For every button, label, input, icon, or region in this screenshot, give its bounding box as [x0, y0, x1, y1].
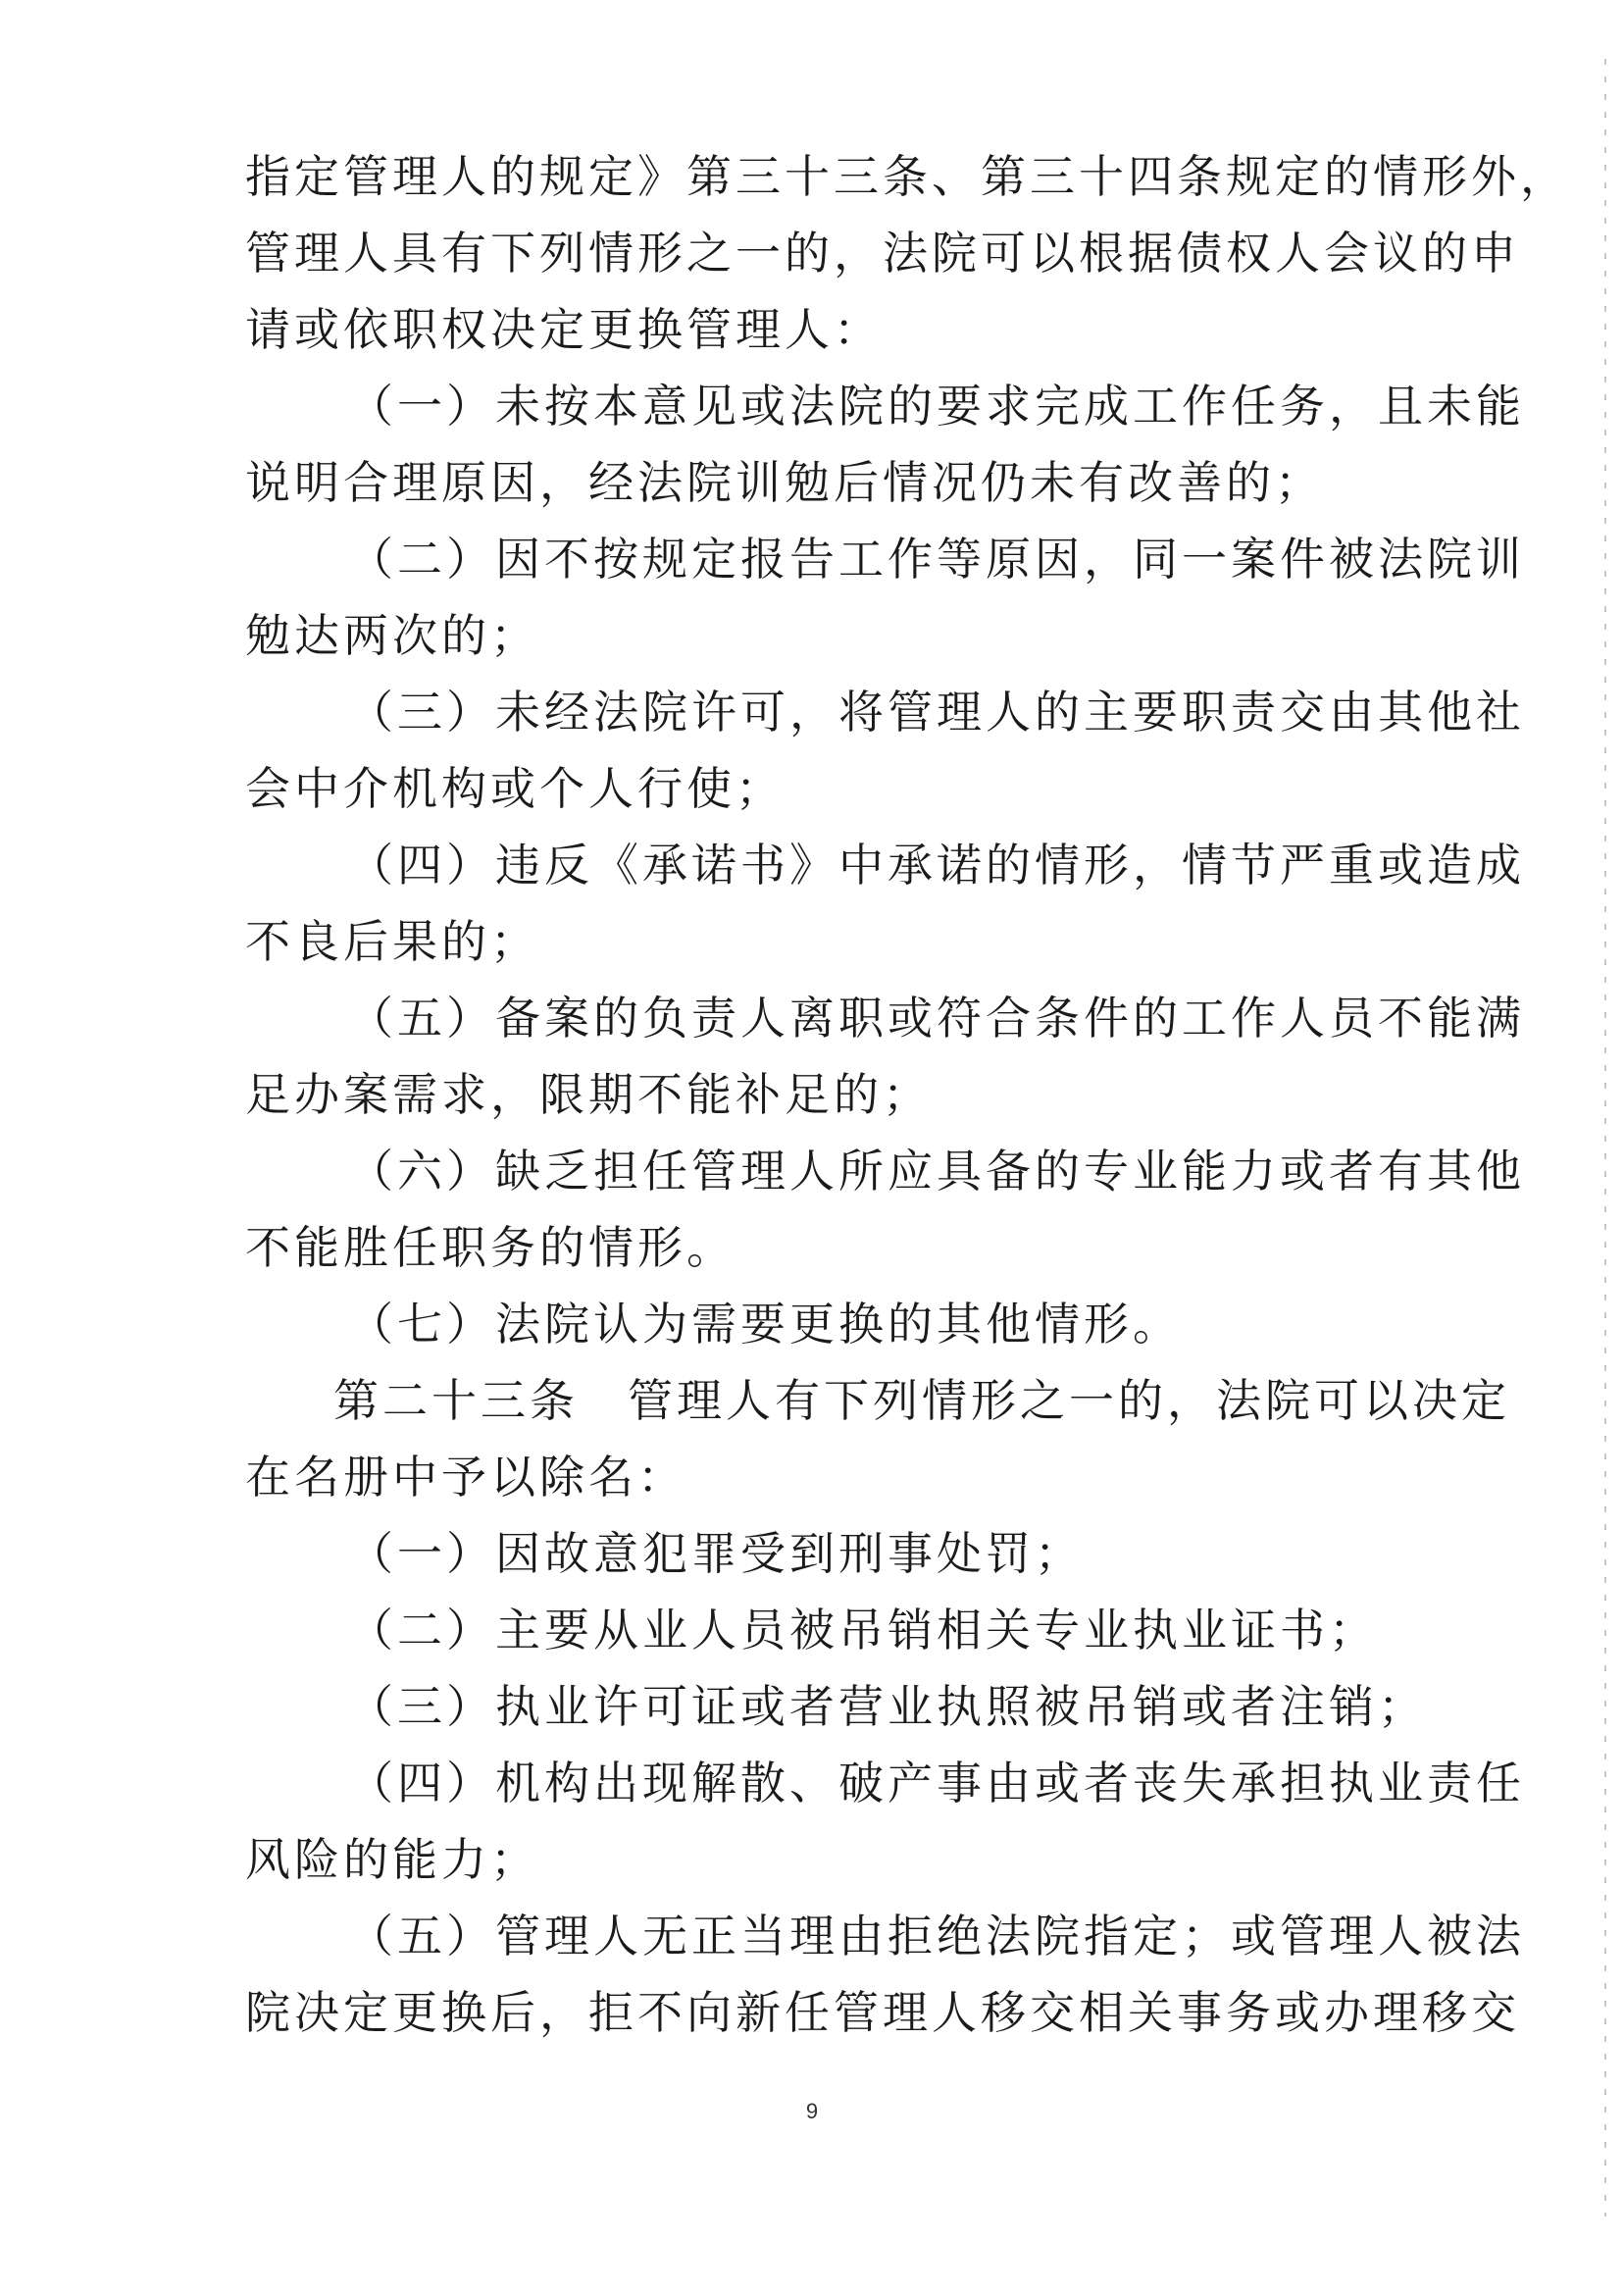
text-line: 会中介机构或个人行使； — [245, 762, 785, 815]
text-line: （一）因故意犯罪受到刑事处罚； — [348, 1527, 1084, 1580]
text-line: （四）违反《承诺书》中承诺的情形，情节严重或造成 — [348, 839, 1525, 892]
text-line: （五）备案的负责人离职或符合条件的工作人员不能满 — [348, 992, 1525, 1045]
text-line: （七）法院认为需要更换的其他情形。 — [348, 1298, 1182, 1350]
text-line: 指定管理人的规定》第三十三条、第三十四条规定的情形外， — [245, 150, 1569, 203]
text-line: 管理人具有下列情形之一的，法院可以根据债权人会议的申 — [245, 227, 1520, 280]
text-line: 足办案需求，限期不能补足的； — [245, 1068, 932, 1121]
text-line: 院决定更换后，拒不向新任管理人移交相关事务或办理移交 — [245, 1986, 1520, 2039]
text-line: （三）执业许可证或者营业执照被吊销或者注销； — [348, 1680, 1427, 1733]
text-line: 风险的能力； — [245, 1833, 539, 1886]
text-line: （一）未按本意见或法院的要求完成工作任务，且未能 — [348, 380, 1525, 433]
text-line: （六）缺乏担任管理人所应具备的专业能力或者有其他 — [348, 1145, 1525, 1197]
text-line: 不良后果的； — [245, 915, 539, 968]
article-heading-line: 第二十三条 管理人有下列情形之一的，法院可以决定 — [333, 1374, 1510, 1427]
text-line: 在名册中予以除名： — [245, 1451, 686, 1503]
text-line: 请或依职权决定更换管理人： — [245, 303, 883, 356]
text-line: （二）主要从业人员被吊销相关专业执业证书； — [348, 1604, 1378, 1656]
text-line: （四）机构出现解散、破产事由或者丧失承担执业责任 — [348, 1757, 1525, 1809]
page-number: 9 — [805, 2099, 819, 2123]
text-line: 不能胜任职务的情形。 — [245, 1221, 736, 1274]
scan-edge-mark — [1604, 59, 1606, 2217]
text-line: （三）未经法院许可，将管理人的主要职责交由其他社 — [348, 686, 1525, 739]
text-line: （二）因不按规定报告工作等原因，同一案件被法院训 — [348, 533, 1525, 586]
text-line: 说明合理原因，经法院训勉后情况仍未有改善的； — [245, 456, 1324, 509]
text-line: （五）管理人无正当理由拒绝法院指定；或管理人被法 — [348, 1910, 1525, 1962]
text-line: 勉达两次的； — [245, 609, 539, 662]
